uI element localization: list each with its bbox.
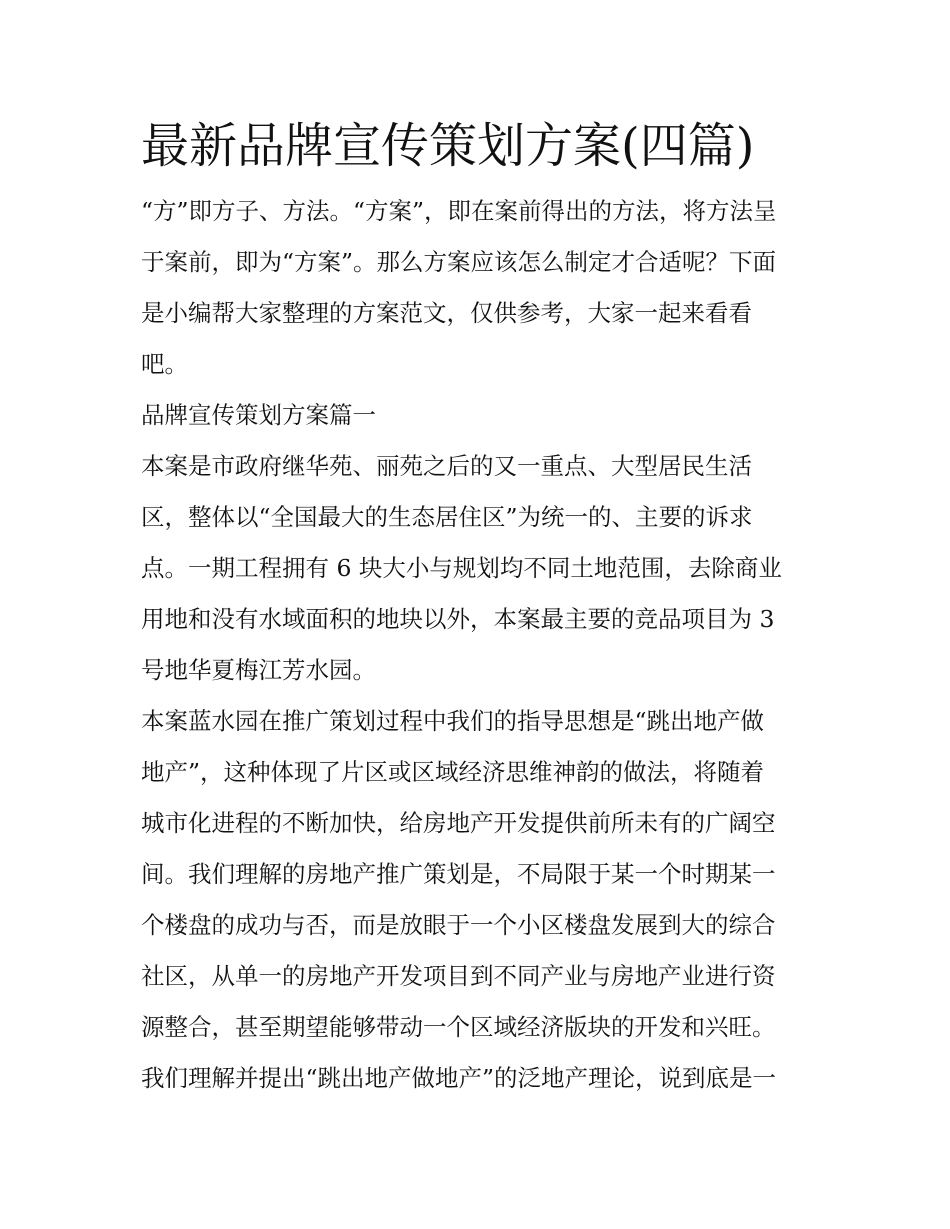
text-line: 间。我们理解的房地产推广策划是，不局限于某一个时期某一 — [141, 860, 776, 888]
text-line: 是小编帮大家整理的方案范文，仅供参考，大家一起来看看 — [141, 299, 752, 327]
text-line: 本案蓝水园在推广策划过程中我们的指导思想是“跳出地产做 — [141, 707, 765, 735]
text-line: 于案前，即为“方案”。那么方案应该怎么制定才合适呢？下面 — [141, 248, 777, 276]
text-line: 点。一期工程拥有 6 块大小与规划均不同土地范围，去除商业 — [141, 554, 782, 582]
document-body — [141, 112, 817, 1104]
text-line: “方”即方子、方法。“方案”，即在案前得出的方法，将方法呈 — [141, 197, 777, 225]
text-line: 个楼盘的成功与否，而是放眼于一个小区楼盘发展到大的综合 — [141, 911, 776, 939]
text-line: 地产”，这种体现了片区或区域经济思维神韵的做法，将随着 — [141, 758, 765, 786]
section-heading-text: 品牌宣传策划方案篇一 — [141, 401, 376, 429]
text-line: 社区，从单一的房地产开发项目到不同产业与房地产业进行资 — [141, 962, 776, 990]
text-line: 我们理解并提出“跳出地产做地产”的泛地产理论，说到底是一 — [141, 1064, 777, 1092]
text-line: 城市化进程的不断加快，给房地产开发提供前所未有的广阔空 — [141, 809, 776, 837]
text-line: 号地华夏梅江芳水园。 — [141, 656, 376, 684]
text-line: 本案是市政府继华苑、丽苑之后的又一重点、大型居民生活 — [141, 452, 752, 480]
text-line: 用地和没有水域面积的地块以外，本案最主要的竞品项目为 3 — [141, 605, 775, 633]
body-paragraph-2 — [141, 696, 817, 1104]
intro-paragraph — [141, 186, 817, 390]
document-title: 最新品牌宣传策划方案(四篇) — [141, 118, 755, 174]
text-line: 吧。 — [141, 350, 188, 378]
text-line: 源整合，甚至期望能够带动一个区域经济版块的开发和兴旺。 — [141, 1013, 776, 1041]
body-paragraph-1 — [141, 441, 817, 696]
text-line: 区，整体以“全国最大的生态居住区”为统一的、主要的诉求 — [141, 503, 753, 531]
section-heading — [141, 390, 817, 441]
